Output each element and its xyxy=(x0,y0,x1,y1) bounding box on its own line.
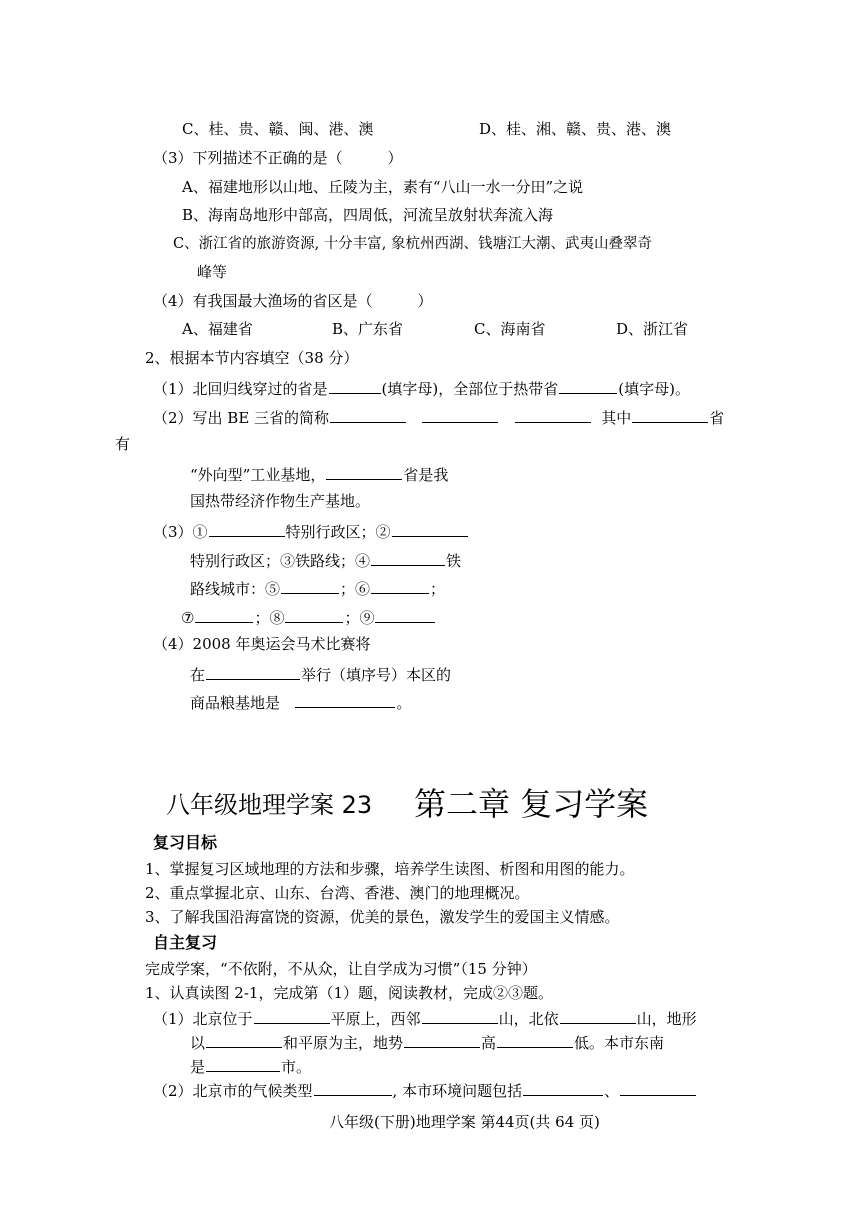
part2-q1-line xyxy=(153,377,690,399)
part2-q2-wrap: 有 xyxy=(115,435,131,453)
part2-q2-text-a: （2）写出 BE 三省的简称 xyxy=(153,409,330,427)
part2-q4-text-c: 举行（填序号）本区的 xyxy=(301,666,452,684)
review-q2-text-b: , 本市环境问题包括 xyxy=(392,1082,523,1100)
review-q1-text-b: 平原上，西邻 xyxy=(330,1010,421,1028)
part2-q2-text-b: 其中 xyxy=(601,409,632,427)
blank[interactable] xyxy=(620,1079,696,1096)
part2-q4-text-a: （4）2008 年奥运会马术比赛将 xyxy=(153,635,371,653)
part2-q3-text-i: ；⑧ xyxy=(254,609,285,627)
review-q1-text-i: 是 xyxy=(190,1058,206,1076)
blank[interactable] xyxy=(422,406,498,423)
goals-heading: 复习目标 xyxy=(153,833,218,852)
part2-q1-text-a: （1）北回归线穿过的省是 xyxy=(153,380,328,398)
review-q2-line xyxy=(153,1079,697,1101)
self-review-task: 1、认真读图 2-1，完成第（1）题，阅读教材，完成②③题。 xyxy=(145,984,554,1002)
blank[interactable] xyxy=(195,606,253,623)
blank[interactable] xyxy=(515,406,591,423)
part2-q2-text-f: 国热带经济作物生产基地。 xyxy=(190,492,371,510)
q4-option-a: A、福建省 xyxy=(182,320,253,338)
part2-q2-line2 xyxy=(190,463,448,485)
blank[interactable] xyxy=(281,577,339,594)
part2-q2-line xyxy=(153,406,724,428)
part2-q1-text-c: (填字母)。 xyxy=(618,380,690,398)
q1-option-c: C、桂、贵、赣、闽、港、澳 xyxy=(182,120,374,138)
blank[interactable] xyxy=(285,606,343,623)
q1-option-d: D、桂、湘、赣、贵、港、澳 xyxy=(479,120,672,138)
review-q2-text-a: （2）北京市的气候类型 xyxy=(153,1082,313,1100)
part2-q2-text-e: 省是我 xyxy=(403,466,449,484)
part2-q3-text-g: ； xyxy=(430,580,446,598)
blank[interactable] xyxy=(497,1031,573,1048)
review-q1-text-h: 低。本市东南 xyxy=(574,1034,665,1052)
q3-option-c-cont: 峰等 xyxy=(197,263,228,281)
review-q1-line3 xyxy=(190,1055,311,1077)
part2-q3-text-b: 特别行政区；② xyxy=(285,523,391,541)
q4-option-b: B、广东省 xyxy=(332,320,404,338)
review-q1-text-e: 以 xyxy=(190,1034,206,1052)
part2-q4-text-b: 在 xyxy=(190,666,206,684)
blank[interactable] xyxy=(422,1007,498,1024)
goal-item: 1、掌握复习区域地理的方法和步骤，培养学生读图、析图和用图的能力。 xyxy=(145,860,635,878)
part2-q4-text-e: 。 xyxy=(396,694,412,712)
part2-q4-line2 xyxy=(190,663,451,685)
page-title-left: 八年级地理学案 23 xyxy=(166,791,373,819)
blank[interactable] xyxy=(206,1031,282,1048)
part2-heading: 2、根据本节内容填空（38 分） xyxy=(145,349,359,367)
q4-stem: （4）有我国最大渔场的省区是（ ） xyxy=(153,292,433,310)
q4-option-c: C、海南省 xyxy=(474,320,546,338)
part2-q3-text-c: 特别行政区；③铁路线；④ xyxy=(190,552,371,570)
part2-q3-text-e: 路线城市：⑤ xyxy=(190,580,281,598)
blank[interactable] xyxy=(330,406,406,423)
blank[interactable] xyxy=(371,549,445,566)
blank[interactable] xyxy=(254,1007,330,1024)
blank[interactable] xyxy=(329,377,381,394)
part2-q2-text-c: 省 xyxy=(709,409,725,427)
self-review-intro: 完成学案，“不依附，不从众，让自学成为习惯”（15 分钟） xyxy=(145,960,537,978)
blank[interactable] xyxy=(326,463,402,480)
blank[interactable] xyxy=(295,691,395,708)
goal-item: 2、重点掌握北京、山东、台湾、香港、澳门的地理概况。 xyxy=(145,884,530,902)
q3-option-c: C、浙江省的旅游资源, 十分丰富, 象杭州西湖、钱塘江大潮、武夷山叠翠奇 xyxy=(173,236,653,252)
part2-q4-text-d: 商品粮基地是 xyxy=(190,694,281,712)
part2-q1-text-b: (填字母)，全部位于热带省 xyxy=(381,380,559,398)
q4-option-d: D、浙江省 xyxy=(616,320,689,338)
blank[interactable] xyxy=(560,1007,636,1024)
page-footer: 八年级(下册)地理学案 第44页(共 64 页) xyxy=(329,1113,600,1131)
part2-q3-text-f: ；⑥ xyxy=(340,580,371,598)
blank[interactable] xyxy=(523,1079,603,1096)
review-q1-text-d: 山，地形 xyxy=(636,1010,697,1028)
part2-q3-text-d: 铁 xyxy=(446,552,462,570)
review-q2-text-c: 、 xyxy=(604,1082,620,1100)
q3-stem: （3）下列描述不正确的是（ ） xyxy=(153,149,403,167)
review-q1-line1 xyxy=(153,1007,697,1029)
part2-q3-text-a: （3）① xyxy=(153,523,208,541)
blank[interactable] xyxy=(392,520,468,537)
part2-q3-text-h: ⑦ xyxy=(181,609,195,627)
part2-q3-line1 xyxy=(153,520,469,542)
blank[interactable] xyxy=(206,1055,280,1072)
blank[interactable] xyxy=(209,520,285,537)
part2-q3-text-j: ；⑨ xyxy=(344,609,375,627)
review-q1-line2 xyxy=(190,1031,664,1053)
part2-q3-line4 xyxy=(181,606,436,628)
review-q1-text-j: 市。 xyxy=(281,1058,312,1076)
part2-q4-line3 xyxy=(190,691,411,713)
blank[interactable] xyxy=(314,1079,392,1096)
blank[interactable] xyxy=(404,1031,480,1048)
blank[interactable] xyxy=(375,606,435,623)
blank[interactable] xyxy=(559,377,617,394)
review-q1-text-f: 和平原为主，地势 xyxy=(283,1034,404,1052)
blank[interactable] xyxy=(371,577,429,594)
review-q1-text-c: 山，北依 xyxy=(498,1010,559,1028)
blank[interactable] xyxy=(206,663,300,680)
review-q1-text-a: （1）北京位于 xyxy=(153,1010,253,1028)
goal-item: 3、了解我国沿海富饶的资源，优美的景色，激发学生的爱国主义情感。 xyxy=(145,908,620,926)
review-q1-text-g: 高 xyxy=(481,1034,497,1052)
page-title-right: 第二章 复习学案 xyxy=(414,785,649,823)
q3-option-a: A、福建地形以山地、丘陵为主，素有“八山一水一分田”之说 xyxy=(182,178,584,196)
part2-q2-text-d: “外向型”工业基地， xyxy=(190,466,326,484)
blank[interactable] xyxy=(632,406,708,423)
self-review-heading: 自主复习 xyxy=(153,933,218,952)
part2-q3-line2 xyxy=(190,549,461,571)
q3-option-b: B、海南岛地形中部高，四周低，河流呈放射状奔流入海 xyxy=(182,206,554,224)
part2-q3-line3 xyxy=(190,577,445,599)
